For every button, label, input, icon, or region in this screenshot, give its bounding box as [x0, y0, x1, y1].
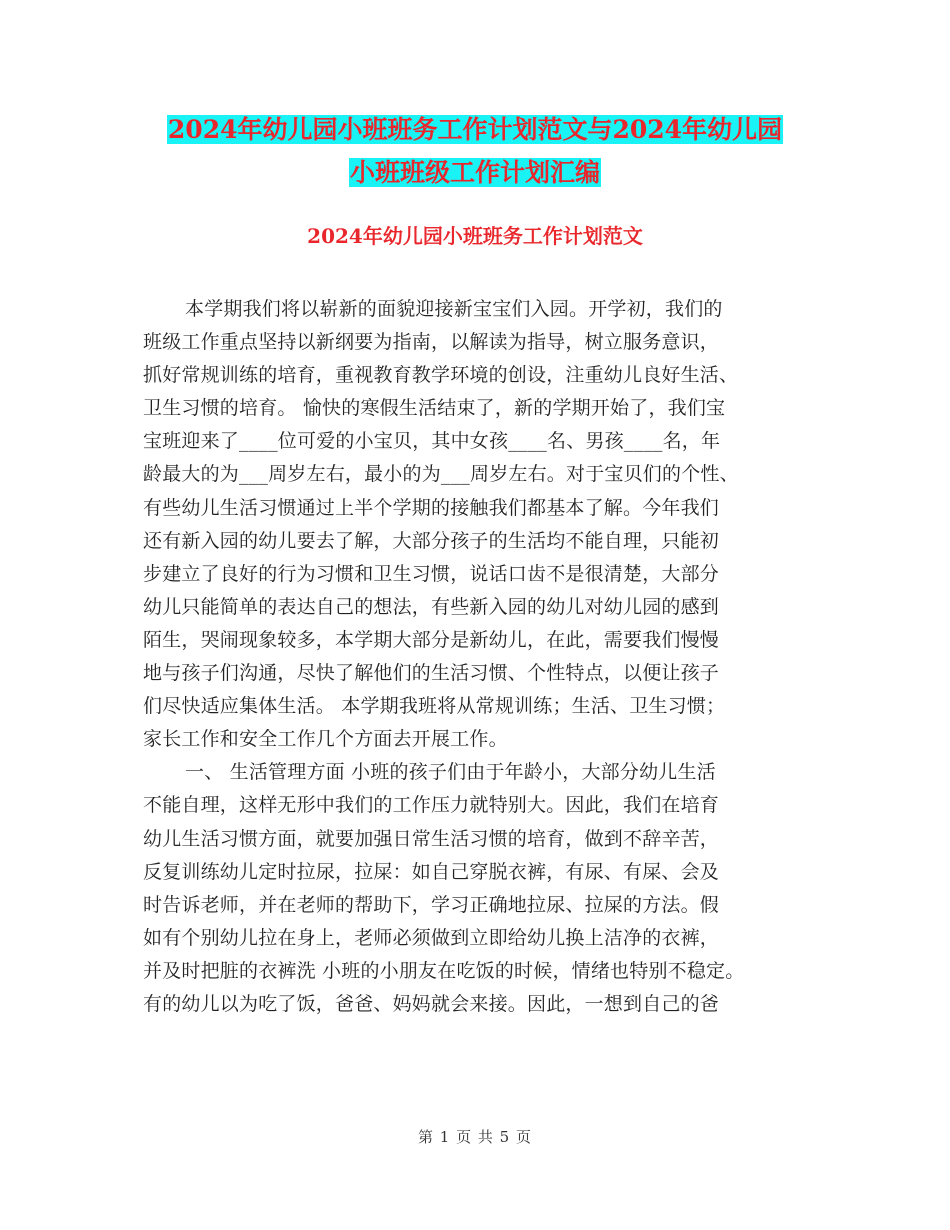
- paragraph-line: 步建立了良好的行为习惯和卫生习惯，说话口齿不是很清楚，大部分: [143, 562, 720, 585]
- paragraph-line: 家长工作和安全工作几个方面去开展工作。: [143, 728, 508, 751]
- paragraph-line: 一、 生活管理方面 小班的孩子们由于年龄小，大部分幼儿生活: [185, 761, 716, 784]
- paragraph-line: 抓好常规训练的培育，重视教育教学环境的创设，注重幼儿良好生活、: [143, 364, 739, 387]
- paragraph-line: 时告诉老师，并在老师的帮助下，学习正确地拉尿、拉屎的方法。假: [143, 893, 720, 916]
- document-title-line-1: [0, 113, 950, 147]
- paragraph-line: 陌生，哭闹现象较多，本学期大部分是新幼儿，在此，需要我们慢慢: [143, 628, 720, 651]
- paragraph-line: 班级工作重点坚持以新纲要为指南，以解读为指导，树立服务意识，: [143, 331, 720, 354]
- paragraph-line: 有些幼儿生活习惯通过上半个学期的接触我们都基本了解。今年我们: [143, 496, 720, 519]
- paragraph-line: 有的幼儿以为吃了饭，爸爸、妈妈就会来接。因此，一想到自己的爸: [143, 992, 720, 1015]
- body-text: [143, 293, 815, 1021]
- paragraph-line: 如有个别幼儿拉在身上，老师必须做到立即给幼儿换上洁净的衣裤，: [143, 926, 720, 949]
- paragraph-line: 幼儿生活习惯方面，就要加强日常生活习惯的培育，做到不辞辛苦，: [143, 827, 720, 850]
- paragraph-line: 不能自理，这样无形中我们的工作压力就特别大。因此，我们在培育: [143, 794, 720, 817]
- paragraph-line: 地与孩子们沟通，尽快了解他们的生活习惯、个性特点，以便让孩子: [143, 662, 720, 685]
- paragraph-line: 还有新入园的幼儿要去了解，大部分孩子的生活均不能自理，只能初: [143, 529, 720, 552]
- paragraph-line: 们尽快适应集体生活。 本学期我班将从常规训练；生活、卫生习惯；: [143, 695, 726, 718]
- page-footer: 第 1 页 共 5 页: [418, 1128, 532, 1146]
- title-highlight: 2024年幼儿园小班班务工作计划范文与2024年幼儿园: [167, 115, 783, 144]
- paragraph-line: 卫生习惯的培育。 愉快的寒假生活结束了，新的学期开始了，我们宝: [143, 397, 726, 420]
- document-title-line-2: [0, 156, 950, 190]
- paragraph-line: 并及时把脏的衣裤洗 小班的小朋友在吃饭的时候，情绪也特别不稳定。: [143, 959, 745, 982]
- paragraph-line: 幼儿只能简单的表达自己的想法，有些新入园的幼儿对幼儿园的感到: [143, 595, 720, 618]
- paragraph-line: 反复训练幼儿定时拉尿，拉屎：如自己穿脱衣裤，有尿、有屎、会及: [143, 860, 720, 883]
- title-highlight: 小班班级工作计划汇编: [349, 158, 600, 187]
- paragraph-line: 本学期我们将以崭新的面貌迎接新宝宝们入园。开学初，我们的: [185, 298, 723, 320]
- paragraph-line: 宝班迎来了____位可爱的小宝贝，其中女孩____名、男孩____名，年: [143, 430, 721, 453]
- paragraph-line: 龄最大的为___周岁左右，最小的为___周岁左右。对于宝贝们的个性、: [143, 463, 739, 486]
- section-title: 2024年幼儿园小班班务工作计划范文: [307, 224, 643, 248]
